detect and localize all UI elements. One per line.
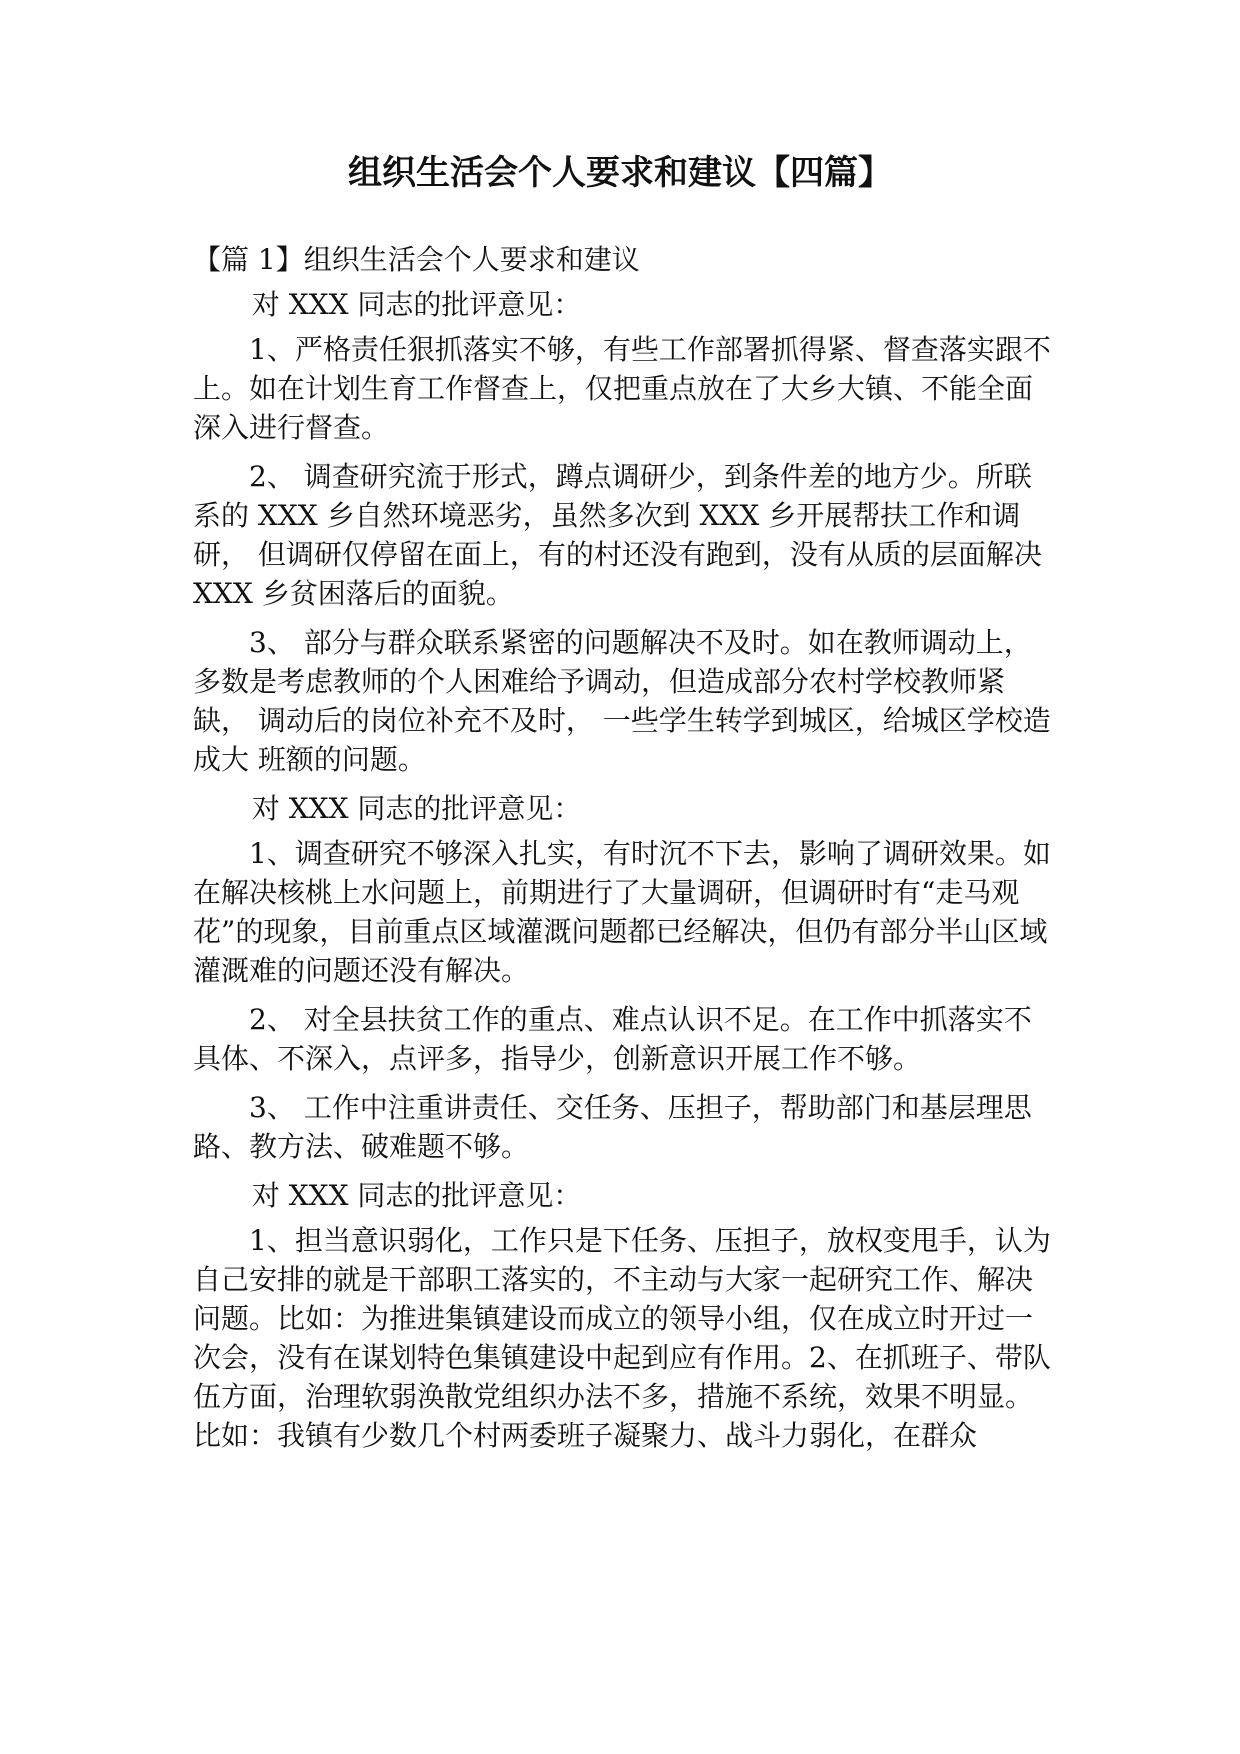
criticism-target-line: 对 XXX 同志的批评意见： <box>251 792 582 825</box>
document-body <box>193 240 1053 1465</box>
body-paragraph: 3、 工作中注重讲责任、交任务、压担子，帮助部门和基层理思 路、教方法、破难题不够。 <box>193 1091 1032 1163</box>
body-paragraph: 1、担当意识弱化，工作只是下任务、压担子，放权变甩手，认为自己安排的就是干部职工落实的，不主动与大家一起研究工作、解决问题。比如：为推进集镇建设而成立的领导小组，仅在成立时开过一次会，没有在谋划特色集镇建设中起到应有作用。2、在抓班子、带队伍方面，治理软弱涣散党组织办法不多，措施不系统，效果不明显。比如：我镇有少数几个村两委班子凝聚力、战斗力弱化，在群众 <box>193 1224 1051 1452</box>
criticism-target-line: 对 XXX 同志的批评意见： <box>251 1179 582 1212</box>
body-paragraph: 1、调查研究不够深入扎实，有时沉不下去，影响了调研效果。如在解决核桃上水问题上，前期进行了大量调研，但调研时有“走马观花”的现象，目前重点区域灌溉问题都已经解决，但仍有部分半山区域灌溉难的问题还没有解决。 <box>193 837 1051 987</box>
body-paragraph: 1、严格责任狠抓落实不够，有些工作部署抓得紧、督查落实跟不上。如在计划生育工作督查上，仅把重点放在了大乡大镇、不能全面深入进行督查。 <box>193 333 1051 444</box>
body-paragraph: 2、 调查研究流于形式，蹲点调研少，到条件差的地方少。所联系的 XXX 乡自然环境恶劣，虽然多次到 XXX 乡开展帮扶工作和调研， 但调研仅停留在面上，有的村还没有跑到，没有从质的层面解决 XXX 乡贫困落后的面貌。 <box>193 460 1042 610</box>
section-heading: 【篇 1】组织生活会个人要求和建议 <box>193 243 640 276</box>
body-paragraph: 2、 对全县扶贫工作的重点、难点认识不足。在工作中抓落实不 具体、不深入，点评多，指导少，创新意识开展工作不够。 <box>193 1003 1032 1075</box>
body-paragraph: 3、 部分与群众联系紧密的问题解决不及时。如在教师调动上，多数是考虑教师的个人困难给予调动，但造成部分农村学校教师紧缺， 调动后的岗位补充不及时， 一些学生转学到城区，给城区学校造成大 班额的问题。 <box>193 626 1051 776</box>
document-title: 组织生活会个人要求和建议【四篇】 <box>348 153 892 193</box>
criticism-target-line: 对 XXX 同志的批评意见： <box>251 288 582 321</box>
